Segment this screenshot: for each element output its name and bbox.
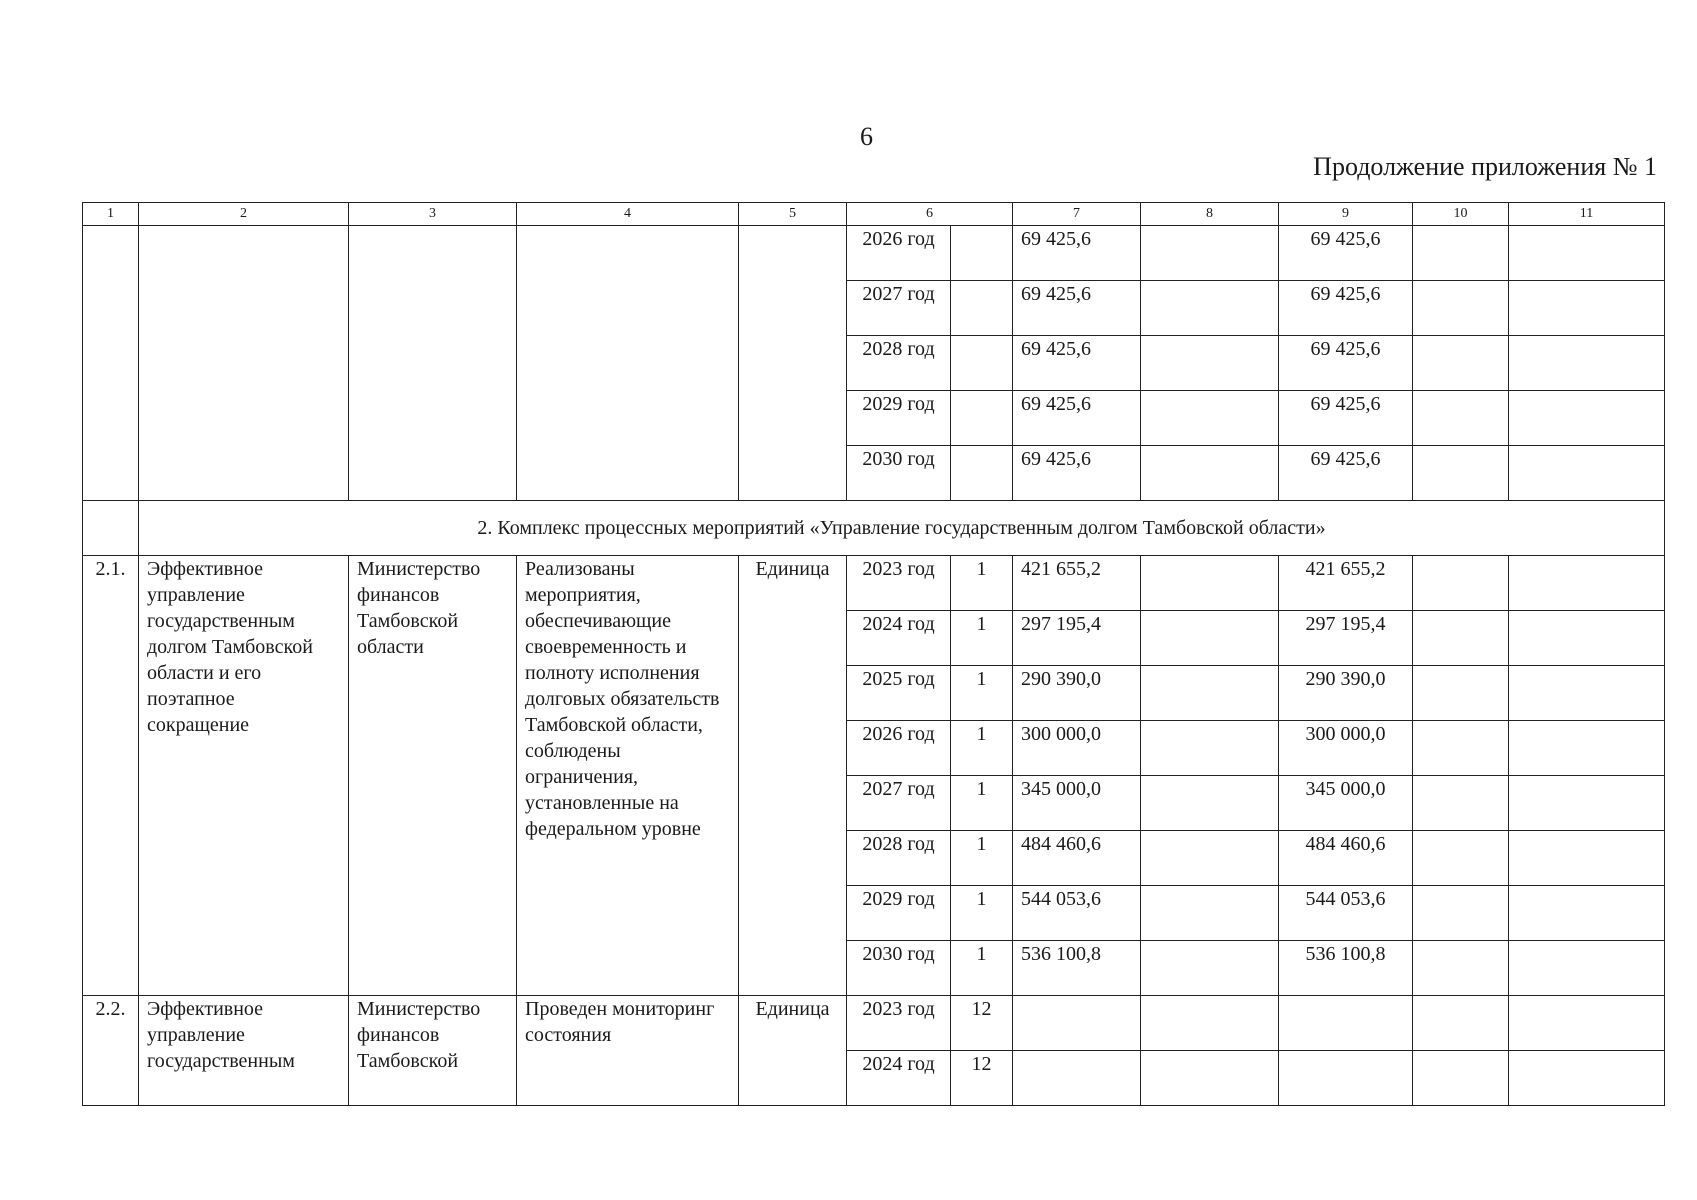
empty-cell <box>1413 336 1509 391</box>
amount-cell: 69 425,6 <box>1013 336 1141 391</box>
empty-cell <box>1509 446 1665 501</box>
amount-cell: 300 000,0 <box>1013 721 1141 776</box>
empty-cell <box>349 226 517 501</box>
amount-cell: 536 100,8 <box>1013 941 1141 996</box>
empty-cell <box>1141 611 1279 666</box>
empty-cell <box>1509 721 1665 776</box>
amount-cell: 69 425,6 <box>1013 391 1141 446</box>
amount-cell: 69 425,6 <box>1279 281 1413 336</box>
column-number: 5 <box>739 203 847 226</box>
value-cell: 12 <box>951 1051 1013 1106</box>
amount-cell: 297 195,4 <box>1279 611 1413 666</box>
empty-cell <box>1141 281 1279 336</box>
item-responsible: Министерство финансов Тамбовской области <box>349 556 517 996</box>
amount-cell: 544 053,6 <box>1013 886 1141 941</box>
item-name: Эффективное управление государственным долгом Тамбовской области и его поэтапное сокращение <box>139 556 349 996</box>
empty-cell <box>1413 886 1509 941</box>
column-number: 1 <box>83 203 139 226</box>
value-cell: 12 <box>951 996 1013 1051</box>
empty-cell <box>1413 226 1509 281</box>
column-number: 11 <box>1509 203 1665 226</box>
empty-cell <box>1413 1051 1509 1106</box>
empty-cell <box>1141 831 1279 886</box>
column-number: 6 <box>847 203 1013 226</box>
empty-cell <box>1141 226 1279 281</box>
year-cell: 2030 год <box>847 446 951 501</box>
empty-cell <box>1141 776 1279 831</box>
year-cell: 2024 год <box>847 1051 951 1106</box>
amount-cell: 290 390,0 <box>1013 666 1141 721</box>
amount-cell: 300 000,0 <box>1279 721 1413 776</box>
value-cell: 1 <box>951 556 1013 611</box>
value-cell <box>951 446 1013 501</box>
column-number: 3 <box>349 203 517 226</box>
year-cell: 2029 год <box>847 886 951 941</box>
empty-cell <box>1509 996 1665 1051</box>
empty-cell <box>1413 776 1509 831</box>
empty-cell <box>1509 391 1665 446</box>
empty-cell <box>1141 941 1279 996</box>
amount-cell: 69 425,6 <box>1279 226 1413 281</box>
amount-cell: 69 425,6 <box>1279 446 1413 501</box>
item-result: Реализованы мероприятия, обеспечивающие своевременность и полноту исполнения долговых обязательств Тамбовской области, соблюдены ограничения, установленные на федеральном уровне <box>517 556 739 996</box>
item-unit: Единица <box>739 556 847 996</box>
value-cell: 1 <box>951 831 1013 886</box>
amount-cell: 69 425,6 <box>1013 281 1141 336</box>
empty-cell <box>1141 666 1279 721</box>
value-cell: 1 <box>951 776 1013 831</box>
amount-cell: 69 425,6 <box>1013 226 1141 281</box>
empty-cell <box>1141 391 1279 446</box>
empty-cell <box>517 226 739 501</box>
amount-cell: 297 195,4 <box>1013 611 1141 666</box>
year-cell: 2023 год <box>847 556 951 611</box>
empty-cell <box>1279 996 1413 1051</box>
empty-cell <box>1509 776 1665 831</box>
empty-cell <box>1413 721 1509 776</box>
empty-cell <box>83 226 139 501</box>
amount-cell: 421 655,2 <box>1279 556 1413 611</box>
empty-cell <box>1413 391 1509 446</box>
empty-cell <box>1413 446 1509 501</box>
amount-cell: 345 000,0 <box>1013 776 1141 831</box>
empty-cell <box>1509 831 1665 886</box>
empty-cell <box>1509 226 1665 281</box>
value-cell <box>951 226 1013 281</box>
empty-cell <box>1413 556 1509 611</box>
value-cell: 1 <box>951 721 1013 776</box>
empty-cell <box>1141 556 1279 611</box>
item-name: Эффективное управление государственным <box>139 996 349 1106</box>
amount-cell: 69 425,6 <box>1013 446 1141 501</box>
empty-cell <box>1141 996 1279 1051</box>
value-cell: 1 <box>951 611 1013 666</box>
empty-cell <box>83 501 139 556</box>
empty-cell <box>1413 666 1509 721</box>
empty-cell <box>1413 831 1509 886</box>
appendix-continuation-title: Продолжение приложения № 1 <box>1313 152 1657 181</box>
empty-cell <box>1509 886 1665 941</box>
column-number: 4 <box>517 203 739 226</box>
empty-cell <box>739 226 847 501</box>
empty-cell <box>1509 556 1665 611</box>
year-cell: 2030 год <box>847 941 951 996</box>
amount-cell: 536 100,8 <box>1279 941 1413 996</box>
empty-cell <box>139 226 349 501</box>
value-cell: 1 <box>951 941 1013 996</box>
table-row <box>83 226 1665 281</box>
empty-cell <box>1413 996 1509 1051</box>
value-cell <box>951 281 1013 336</box>
program-table <box>82 202 1665 1106</box>
page-number: 6 <box>860 122 873 151</box>
amount-cell: 290 390,0 <box>1279 666 1413 721</box>
item-unit: Единица <box>739 996 847 1106</box>
empty-cell <box>1141 886 1279 941</box>
table-row <box>83 996 1665 1051</box>
empty-cell <box>1141 1051 1279 1106</box>
year-cell: 2026 год <box>847 721 951 776</box>
column-number-row <box>83 203 1665 226</box>
amount-cell: 69 425,6 <box>1279 336 1413 391</box>
item-index: 2.2. <box>83 996 139 1106</box>
empty-cell <box>1413 281 1509 336</box>
amount-cell: 421 655,2 <box>1013 556 1141 611</box>
column-number: 10 <box>1413 203 1509 226</box>
empty-cell <box>1509 941 1665 996</box>
year-cell: 2029 год <box>847 391 951 446</box>
item-result: Проведен мониторинг состояния <box>517 996 739 1106</box>
section-row <box>83 501 1665 556</box>
empty-cell <box>1141 336 1279 391</box>
empty-cell <box>1509 611 1665 666</box>
empty-cell <box>1413 941 1509 996</box>
empty-cell <box>1141 446 1279 501</box>
year-cell: 2025 год <box>847 666 951 721</box>
amount-cell: 69 425,6 <box>1279 391 1413 446</box>
empty-cell <box>1013 996 1141 1051</box>
empty-cell <box>1413 611 1509 666</box>
column-number: 8 <box>1141 203 1279 226</box>
year-cell: 2028 год <box>847 831 951 886</box>
amount-cell: 345 000,0 <box>1279 776 1413 831</box>
year-cell: 2027 год <box>847 776 951 831</box>
value-cell <box>951 336 1013 391</box>
empty-cell <box>1509 1051 1665 1106</box>
amount-cell: 544 053,6 <box>1279 886 1413 941</box>
empty-cell <box>1509 336 1665 391</box>
column-number: 9 <box>1279 203 1413 226</box>
year-cell: 2024 год <box>847 611 951 666</box>
column-number: 2 <box>139 203 349 226</box>
year-cell: 2027 год <box>847 281 951 336</box>
empty-cell <box>1279 1051 1413 1106</box>
empty-cell <box>1013 1051 1141 1106</box>
column-number: 7 <box>1013 203 1141 226</box>
empty-cell <box>1509 281 1665 336</box>
year-cell: 2028 год <box>847 336 951 391</box>
table-row <box>83 556 1665 611</box>
item-index: 2.1. <box>83 556 139 996</box>
section-title: 2. Комплекс процессных мероприятий «Управление государственным долгом Тамбовской области» <box>139 501 1665 556</box>
amount-cell: 484 460,6 <box>1279 831 1413 886</box>
year-cell: 2026 год <box>847 226 951 281</box>
value-cell: 1 <box>951 886 1013 941</box>
value-cell: 1 <box>951 666 1013 721</box>
item-responsible: Министерство финансов Тамбовской <box>349 996 517 1106</box>
value-cell <box>951 391 1013 446</box>
empty-cell <box>1509 666 1665 721</box>
year-cell: 2023 год <box>847 996 951 1051</box>
empty-cell <box>1141 721 1279 776</box>
amount-cell: 484 460,6 <box>1013 831 1141 886</box>
